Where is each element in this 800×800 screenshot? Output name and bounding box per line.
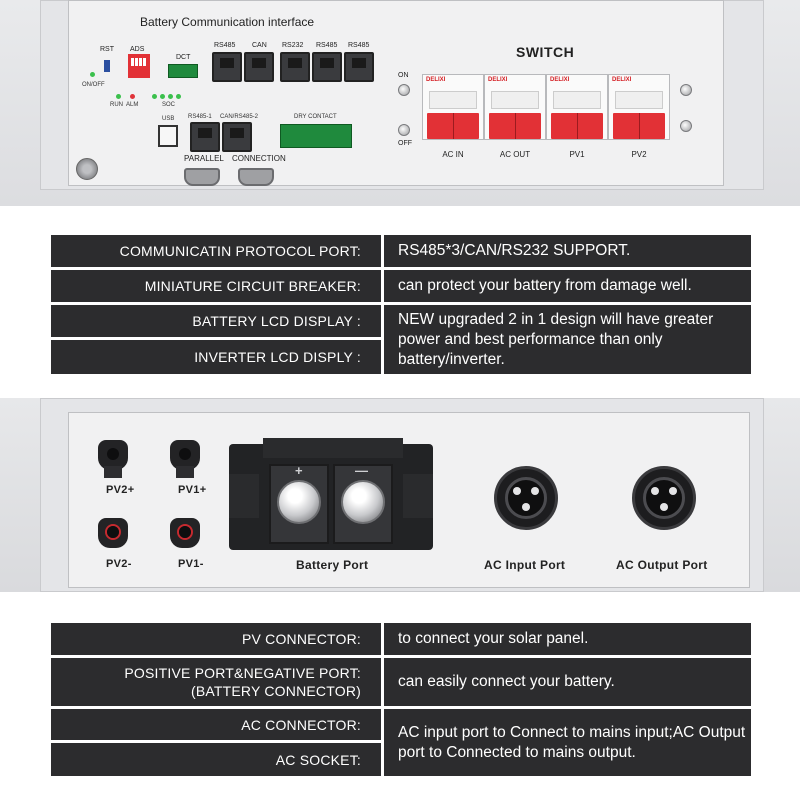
battery-port-label: Battery Port xyxy=(296,558,369,572)
port-label-2: CAN xyxy=(252,42,267,49)
communication-interface-photo xyxy=(0,0,800,206)
pv1-negative-label: PV1- xyxy=(178,558,204,570)
rs485-1-port[interactable] xyxy=(190,122,220,152)
soc-label: SOC xyxy=(162,102,176,108)
screw-icon xyxy=(398,84,410,96)
breaker-label-ac-in: AC IN xyxy=(442,150,464,159)
parallel-label: PARALLEL xyxy=(184,154,224,163)
on-off-led xyxy=(90,72,95,77)
usb-label: USB xyxy=(162,116,175,122)
row-value: NEW upgraded 2 in 1 design will have greater power and best performance than only battery/inverter. xyxy=(384,305,751,374)
breaker-toggle[interactable] xyxy=(427,113,479,139)
row-label: BATTERY LCD DISPLAY : xyxy=(51,305,381,337)
breaker-toggle[interactable] xyxy=(551,113,603,139)
breaker-brand: DELIXI xyxy=(488,77,508,83)
usb-port[interactable] xyxy=(158,125,178,147)
plus-sign: + xyxy=(295,463,303,478)
port-label-5: RS485 xyxy=(348,42,370,49)
panel-title: Battery Communication interface xyxy=(140,15,315,29)
soc-led-4 xyxy=(176,94,181,99)
rst-label: RST xyxy=(100,46,114,53)
row-label-line1: POSITIVE PORT&NEGATIVE PORT: xyxy=(124,665,361,681)
pv1-positive-connector[interactable] xyxy=(170,440,200,480)
switch-title: SWITCH xyxy=(516,44,575,60)
can-rs485-2-label: CAN/RS485-2 xyxy=(220,114,259,120)
row-label: PV CONNECTOR: xyxy=(51,623,381,655)
ads-label: ADS xyxy=(130,46,145,53)
rs232-port[interactable] xyxy=(280,52,310,82)
breaker-pv1[interactable] xyxy=(546,74,608,140)
breaker-brand: DELIXI xyxy=(612,77,632,83)
rs485-port-2[interactable] xyxy=(312,52,342,82)
breaker-brand: DELIXI xyxy=(550,77,570,83)
ac-output-port[interactable] xyxy=(632,466,696,530)
row-value: can protect your battery from damage well. xyxy=(384,270,751,302)
row-label-secondary: AC SOCKET: xyxy=(51,743,381,776)
off-label: OFF xyxy=(398,140,412,147)
run-led xyxy=(116,94,121,99)
alm-led xyxy=(130,94,135,99)
soc-led-3 xyxy=(168,94,173,99)
on-off-label: ON/OFF xyxy=(82,82,105,88)
port-label-3: RS232 xyxy=(282,42,304,49)
bolt-icon xyxy=(341,480,385,524)
power-knob[interactable] xyxy=(76,158,98,180)
table-row xyxy=(51,235,751,267)
ac-input-label: AC Input Port xyxy=(484,558,566,572)
breaker-label-pv2: PV2 xyxy=(631,150,647,159)
can-port[interactable] xyxy=(244,52,274,82)
pv1-positive-label: PV1+ xyxy=(178,484,207,496)
rs485-1-label: RS485-1 xyxy=(188,114,212,120)
dct-terminal xyxy=(168,64,198,78)
pv1-negative-connector[interactable] xyxy=(170,518,200,558)
positive-terminal[interactable] xyxy=(269,464,329,544)
screw-icon xyxy=(398,124,410,136)
row-value: can easily connect your battery. xyxy=(384,658,751,706)
table-row xyxy=(51,709,751,776)
battery-terminal-block[interactable] xyxy=(229,444,433,550)
rs485-port-3[interactable] xyxy=(344,52,374,82)
soc-led-1 xyxy=(152,94,157,99)
breaker-toggle[interactable] xyxy=(613,113,665,139)
port-label-4: RS485 xyxy=(316,42,338,49)
pv2-positive-connector[interactable] xyxy=(98,440,128,480)
row-label: COMMUNICATIN PROTOCOL PORT: xyxy=(51,235,381,267)
breaker-label-ac-out: AC OUT xyxy=(499,150,531,159)
dct-label: DCT xyxy=(176,54,191,61)
rs485-port-1[interactable] xyxy=(212,52,242,82)
pv2-negative-label: PV2- xyxy=(106,558,132,570)
parallel-db9-port[interactable] xyxy=(184,168,220,186)
table-row xyxy=(51,270,751,302)
screw-icon xyxy=(680,84,692,96)
connection-db9-port[interactable] xyxy=(238,168,274,186)
ads-dip-switch[interactable] xyxy=(128,54,150,78)
breaker-label-pv1: PV1 xyxy=(569,150,585,159)
can-rs485-2-port[interactable] xyxy=(222,122,252,152)
pv2-positive-label: PV2+ xyxy=(106,484,135,496)
bolt-icon xyxy=(277,480,321,524)
alm-label: ALM xyxy=(126,102,139,108)
ac-output-label: AC Output Port xyxy=(616,558,708,572)
port-label-1: RS485 xyxy=(214,42,236,49)
row-label: MINIATURE CIRCUIT BREAKER: xyxy=(51,270,381,302)
breaker-toggle[interactable] xyxy=(489,113,541,139)
row-label-line2: (BATTERY CONNECTOR) xyxy=(190,683,361,699)
row-label: AC CONNECTOR: xyxy=(51,709,381,740)
table-row xyxy=(51,658,751,706)
dry-contact-terminal xyxy=(280,124,352,148)
dry-contact-label: DRY CONTACT xyxy=(294,114,337,120)
table-row xyxy=(51,305,751,374)
pv2-negative-connector[interactable] xyxy=(98,518,128,558)
minus-sign: — xyxy=(355,463,368,478)
row-label xyxy=(51,658,381,706)
row-label-secondary: INVERTER LCD DISPLY : xyxy=(51,340,381,374)
ac-input-port[interactable] xyxy=(494,466,558,530)
rst-button[interactable] xyxy=(104,60,110,72)
breaker-pv2[interactable] xyxy=(608,74,670,140)
screw-icon xyxy=(680,120,692,132)
soc-led-2 xyxy=(160,94,165,99)
breaker-ac-in[interactable] xyxy=(422,74,484,140)
breaker-brand: DELIXI xyxy=(426,77,446,83)
on-label: ON xyxy=(398,72,409,79)
breaker-ac-out[interactable] xyxy=(484,74,546,140)
run-label: RUN xyxy=(110,102,123,108)
connection-label: CONNECTION xyxy=(232,154,286,163)
row-value: AC input port to Connect to mains input;AC Output port to Connected to mains output. xyxy=(384,709,751,776)
negative-terminal[interactable] xyxy=(333,464,393,544)
row-value: to connect your solar panel. xyxy=(384,623,751,655)
row-value: RS485*3/CAN/RS232 SUPPORT. xyxy=(384,235,751,267)
table-row xyxy=(51,623,751,655)
